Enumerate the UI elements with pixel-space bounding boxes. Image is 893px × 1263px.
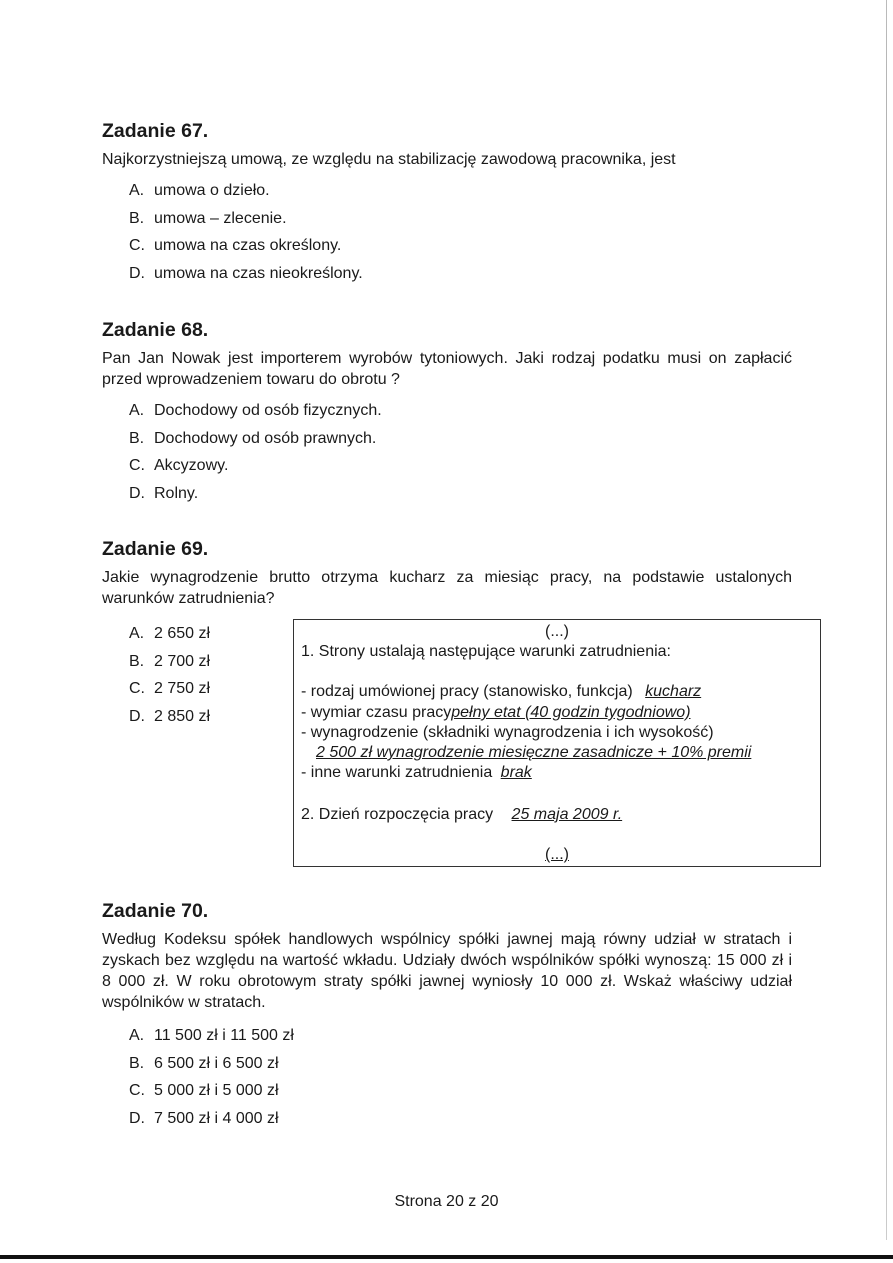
ellipsis-top: (...) (545, 623, 569, 640)
option-c[interactable]: C. 2 750 zł (129, 680, 211, 697)
option-d[interactable]: D. Rolny. (129, 484, 199, 502)
answer-options-69 (129, 620, 210, 730)
contract-point-1: 1. Strony ustalają następujące warunki zatrudnienia: (301, 643, 671, 660)
work-type-value: kucharz (645, 683, 702, 700)
task-title: Zadanie 69. (102, 538, 209, 560)
task-67 (102, 119, 792, 287)
option-b[interactable]: B. Dochodowy od osób prawnych. (129, 429, 377, 447)
salary-value: 2 500 zł wynagrodzenie miesięczne zasadnicze + 10% premii (316, 744, 752, 761)
task-69 (102, 537, 792, 609)
task-title: Zadanie 68. (102, 319, 209, 341)
hours-value: pełny etat (40 godzin tygodniowo) (451, 704, 691, 721)
work-type-label: - rodzaj umówionej pracy (stanowisko, funkcja) (301, 683, 633, 700)
task-question: Jakie wynagrodzenie brutto otrzyma kucharz za miesiąc pracy, na podstawie ustalonych warunków zatrudnienia? (102, 569, 792, 607)
option-a[interactable]: A. 11 500 zł i 11 500 zł (129, 1027, 294, 1044)
start-date-row (301, 805, 622, 826)
task-question: Pan Jan Nowak jest importerem wyrobów tytoniowych. Jaki rodzaj podatku musi on zapłacić przed wprowadzeniem towaru do obrotu ? (102, 350, 792, 388)
option-b[interactable]: B. 6 500 zł i 6 500 zł (129, 1054, 279, 1072)
option-b[interactable]: B. 2 700 zł (129, 652, 211, 670)
option-a[interactable]: A. umowa o dzieło. (129, 182, 270, 199)
ellipsis-bottom: (...) (545, 846, 569, 863)
option-b[interactable]: B. umowa – zlecenie. (129, 209, 287, 227)
task-70 (102, 899, 792, 1132)
start-date-label: 2. Dzień rozpoczęcia pracy (301, 806, 494, 823)
start-date-value: 25 maja 2009 r. (511, 806, 623, 823)
work-type-row (301, 682, 701, 703)
option-c[interactable]: C. 5 000 zł i 5 000 zł (129, 1082, 279, 1099)
hours-label: - wymiar czasu pracy (301, 704, 452, 721)
option-a[interactable]: A. Dochodowy od osób fizycznych. (129, 402, 382, 419)
answer-options (102, 397, 792, 507)
other-label: - inne warunki zatrudnienia (301, 764, 493, 781)
scan-edge-right (886, 0, 887, 1240)
hours-row (301, 703, 691, 724)
other-value: brak (500, 764, 532, 781)
task-question: Według Kodeksu spółek handlowych wspólnicy spółki jawnej mają równy udział w stratach i zyskach bez względu na wartość wkładu. Udziały dwóch wspólników spółki wynoszą: 15 000 zł i 8 000 zł. W roku obrotowym straty spółki jawnej wyniosły 10 000 zł. Wskaż właściwy udział wspólników w stratach. (102, 931, 792, 1011)
task-title: Zadanie 70. (102, 900, 209, 922)
task-68 (102, 318, 792, 507)
salary-value-row (316, 743, 751, 764)
option-d[interactable]: D. 7 500 zł i 4 000 zł (129, 1109, 279, 1127)
salary-label: - wynagrodzenie (składniki wynagrodzenia i ich wysokość) (301, 724, 714, 741)
option-d[interactable]: D. 2 850 zł (129, 707, 211, 725)
answer-options (102, 1022, 792, 1132)
option-c[interactable]: C. umowa na czas określony. (129, 237, 342, 254)
option-c[interactable]: C. Akcyzowy. (129, 457, 229, 474)
answer-options (102, 177, 792, 287)
page-number: Strona 20 z 20 (394, 1193, 499, 1210)
task-question: Najkorzystniejszą umową, ze względu na stabilizację zawodową pracownika, jest (102, 151, 676, 168)
scan-edge-bottom (0, 1255, 893, 1259)
employment-contract-excerpt (293, 619, 821, 867)
other-row (301, 763, 532, 784)
task-title: Zadanie 67. (102, 120, 209, 142)
option-d[interactable]: D. umowa na czas nieokreślony. (129, 264, 363, 282)
option-a[interactable]: A. 2 650 zł (129, 625, 211, 642)
